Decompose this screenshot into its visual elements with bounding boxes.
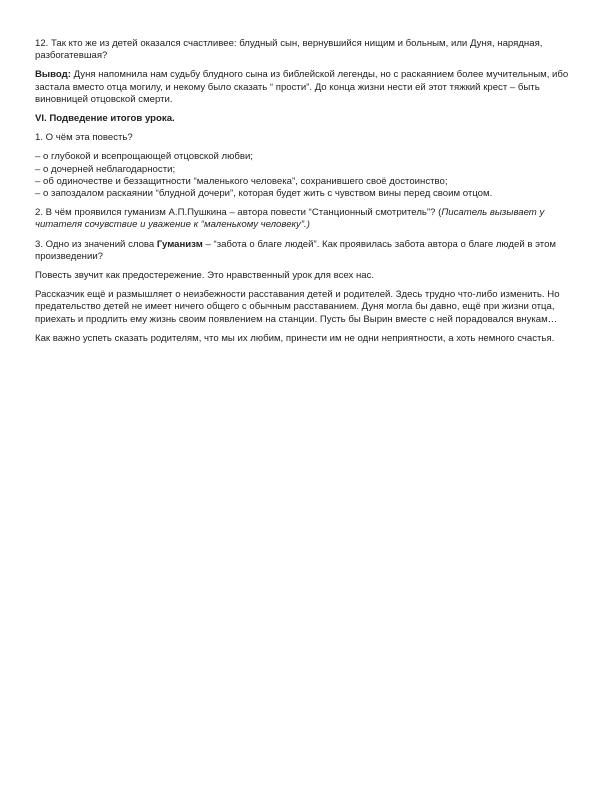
warning-paragraph: Повесть звучит как предостережение. Это нравственный урок для всех нас.: [35, 270, 375, 282]
question-12-text: 12. Так кто же из детей оказался счастливее: блудный сын, вернувшийся нищим и больным, или Дуня, нарядная, разбогатевшая?: [35, 38, 543, 62]
question-2-italic-answer: Писатель вызывает у читателя сочувствие и уважение к “маленькому человеку”.): [35, 207, 545, 231]
question-3-after: – “забота о благе людей”. Как проявилась забота автора о благе людей в этом произведении?: [35, 238, 557, 262]
answer-item: – о дочерней неблагодарности;: [35, 163, 176, 175]
question-1-text: 1. О чём эта повесть?: [35, 132, 133, 144]
section-heading: VI. Подведение итогов урока.: [35, 113, 175, 125]
conclusion-label: Вывод:: [35, 69, 71, 81]
conclusion-paragraph: [35, 69, 578, 106]
question-3: [35, 239, 578, 263]
answer-item: – о запоздалом раскаянии “блудной дочери”, которая будет жить с чувством вины перед своим отцом.: [35, 188, 493, 200]
question-12: [35, 38, 578, 62]
answer-item: – о глубокой и всепрощающей отцовской любви;: [35, 151, 253, 163]
question-2: [35, 207, 578, 231]
answer-item: – об одиночестве и беззащитности “маленького человека”, сохранившего своё достоинство;: [35, 175, 448, 187]
question-1: [35, 132, 578, 144]
document-page: [35, 38, 578, 352]
question-3-term: Гуманизм: [156, 238, 203, 250]
answers-list: [35, 151, 578, 200]
conclusion-text: Дуня напомнила нам судьбу блудного сына из библейской легенды, но с раскаянием более мучительным, ибо застала вместо отца могилу, и некому было сказать “ прости”. До конца жизни нести ей этот тяжкий крест – быть виновницей отцовской смерти.: [35, 69, 569, 105]
narrator-paragraph: Рассказчик ещё и размышляет о неизбежности расставания детей и родителей. Здесь трудно что-либо изменить. Но предательство детей не имеет ничего общего с обычным расставанием. Дуня могла бы давно, ещё при жизни отца, приехать и продлить ему жизнь своим появлением на станции. Пусть бы Вырин вместе с ней порадовался внукам…: [35, 289, 560, 325]
question-3-before: 3. Одно из значений слова: [35, 238, 157, 250]
question-2-text: 2. В чём проявился гуманизм А.П.Пушкина – автора повести “Станционный смотритель”? (: [35, 207, 442, 219]
final-paragraph: Как важно успеть сказать родителям, что мы их любим, принести им не одни неприятности, а хоть немного счастья.: [35, 332, 555, 344]
